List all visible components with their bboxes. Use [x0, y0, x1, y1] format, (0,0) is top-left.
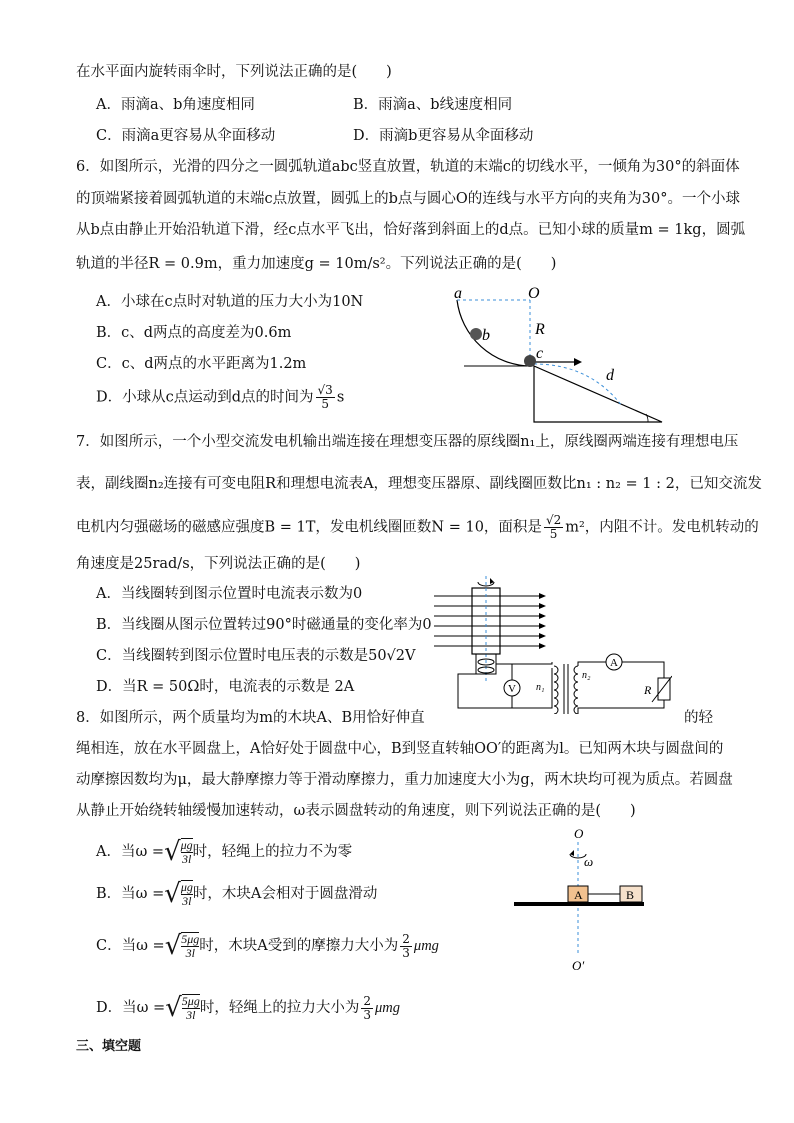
q8-line-1: 8．如图所示，两个质量均为m的木块A、B用恰好伸直: [76, 710, 425, 726]
q6-line-1: 6．如图所示，光滑的四分之一圆弧轨道abc竖直放置，轨道的末端c的切线水平，一倾角为30°的斜面体: [76, 159, 740, 175]
q6-option-c: C．c、d两点的水平距离为1.2m: [96, 356, 307, 372]
label-c: c: [536, 345, 544, 362]
q6-option-b: B．c、d两点的高度差为0.6m: [96, 325, 292, 341]
q5-option-b: B．雨滴a、b线速度相同: [353, 97, 513, 113]
incline: [534, 366, 662, 422]
q5-option-d: D．雨滴b更容易从伞面移动: [353, 128, 534, 144]
q6-line-3: 从b点由静止开始沿轨道下滑，经c点水平飞出，恰好落到斜面上的d点。已知小球的质量m = 1kg，圆弧: [76, 222, 746, 238]
svg-text:A: A: [574, 888, 583, 902]
svg-text:O: O: [574, 826, 584, 841]
secondary-coil: [574, 666, 578, 714]
q8-option-a: A．当ω =√ $\frac{\mu g}{3l}$ 时，轻绳上的拉力不为零: [96, 837, 353, 867]
q7-option-b: B．当线圈从图示位置转过90°时磁通量的变化率为0: [96, 617, 432, 633]
svg-text:V: V: [508, 683, 516, 695]
q5-stem: 在水平面内旋转雨伞时，下列说法正确的是( ): [76, 64, 392, 80]
q7-line-2: 表，副线圈n₂连接有可变电阻R和理想电流表A，理想变压器原、副线圈匝数比n₁ : n₂ = 1 : 2，已知交流发: [76, 476, 762, 492]
q7-line-4: 角速度是25rad/s，下列说法正确的是( ): [76, 556, 361, 572]
magnetic-field-lines: [434, 596, 542, 646]
label-b: b: [482, 327, 490, 344]
q7-option-d: D．当R = 50Ω时，电流表的示数是 2A: [96, 679, 355, 695]
svg-text:A: A: [610, 657, 618, 669]
q7-option-a: A．当线圈转到图示位置时电流表示数为0: [96, 586, 363, 602]
svg-text:O′: O′: [572, 958, 585, 973]
q8-figure: [510, 826, 650, 976]
q7-line-1: 7．如图所示，一个小型交流发电机输出端连接在理想变压器的原线圈n₁上，原线圈两端连接有理想电压: [76, 434, 739, 450]
q7-figure: [432, 574, 672, 714]
label-a: a: [454, 285, 462, 302]
q8-line-1-tail: 的轻: [684, 710, 713, 726]
svg-text:n₁: n₁: [536, 682, 545, 693]
q6-figure: [440, 284, 672, 428]
q8-option-d: D．当ω =√ $\frac{5\mu g}{3l}$ 时，轻绳上的拉力大小为 $\frac{2}{3}$ μmg: [96, 993, 400, 1023]
q6-option-d-fraction: $\frac{√3}{5}$: [317, 383, 333, 411]
q7-area-fraction: $\frac{√2}{5}$: [545, 513, 562, 541]
disk: [514, 902, 644, 906]
velocity-arrowhead: [574, 358, 582, 366]
label-r: R: [535, 321, 545, 338]
q8-line-4: 从静止开始绕转轴缓慢加速转动，ω表示圆盘转动的角速度，则下列说法正确的是( ): [76, 803, 636, 819]
q7-option-c: C．当线圈转到图示位置时电压表的示数是50√2V: [96, 648, 416, 664]
svg-text:B: B: [626, 888, 635, 902]
svg-text:ω: ω: [584, 854, 594, 869]
q8-option-b: B．当ω =√ $\frac{\mu g}{3l}$ 时，木块A会相对于圆盘滑动: [96, 879, 378, 909]
q8-line-2: 绳相连，放在水平圆盘上，A恰好处于圆盘中心，B到竖直转轴OO′的距离为l。已知两木块与圆盘间的: [76, 741, 724, 757]
q8-option-c: C．当ω =√ $\frac{5\mu g}{3l}$ 时，木块A受到的摩擦力大小为 $\frac{2}{3}$ μmg: [96, 931, 439, 961]
svg-text:R: R: [644, 683, 652, 697]
arc-track: [457, 300, 530, 366]
q6-line-2: 的顶端紧接着圆弧轨道的末端c点放置，圆弧上的b点与圆心O的连线与水平方向的夹角为30°。一个小球: [76, 191, 740, 207]
q5-option-a: A．雨滴a、b角速度相同: [96, 97, 255, 113]
q6-option-a: A．小球在c点时对轨道的压力大小为10N: [96, 294, 364, 310]
ball-b: [470, 328, 482, 340]
field-arrowheads: [539, 593, 546, 649]
primary-coil: [554, 666, 558, 714]
svg-text:n₂: n₂: [582, 670, 591, 681]
q7-line-3: 电机内匀强磁场的磁感应强度B = 1T，发电机线圈匝数N = 10，面积是 $\frac{√2}{5}$ m²，内阻不计。发电机转动的: [76, 513, 759, 541]
q5-option-c: C．雨滴a更容易从伞面移动: [96, 128, 276, 144]
label-o: O: [528, 285, 540, 302]
label-d: d: [606, 367, 614, 384]
q8-line-3: 动摩擦因数均为μ，最大静摩擦力等于滑动摩擦力，重力加速度大小为g，两木块均可视为质点。若圆盘: [76, 772, 733, 788]
ball-c: [524, 355, 536, 367]
q6-line-4: 轨道的半径R = 0.9m，重力加速度g = 10m/s²。下列说法正确的是( ): [76, 256, 557, 272]
section-heading-fill-in: 三、填空题: [76, 1039, 142, 1054]
q6-option-d-text: D．小球从c点运动到d点的时间为: [96, 389, 314, 406]
q6-option-d: D．小球从c点运动到d点的时间为 $\frac{√3}{5}$ s: [96, 383, 345, 411]
